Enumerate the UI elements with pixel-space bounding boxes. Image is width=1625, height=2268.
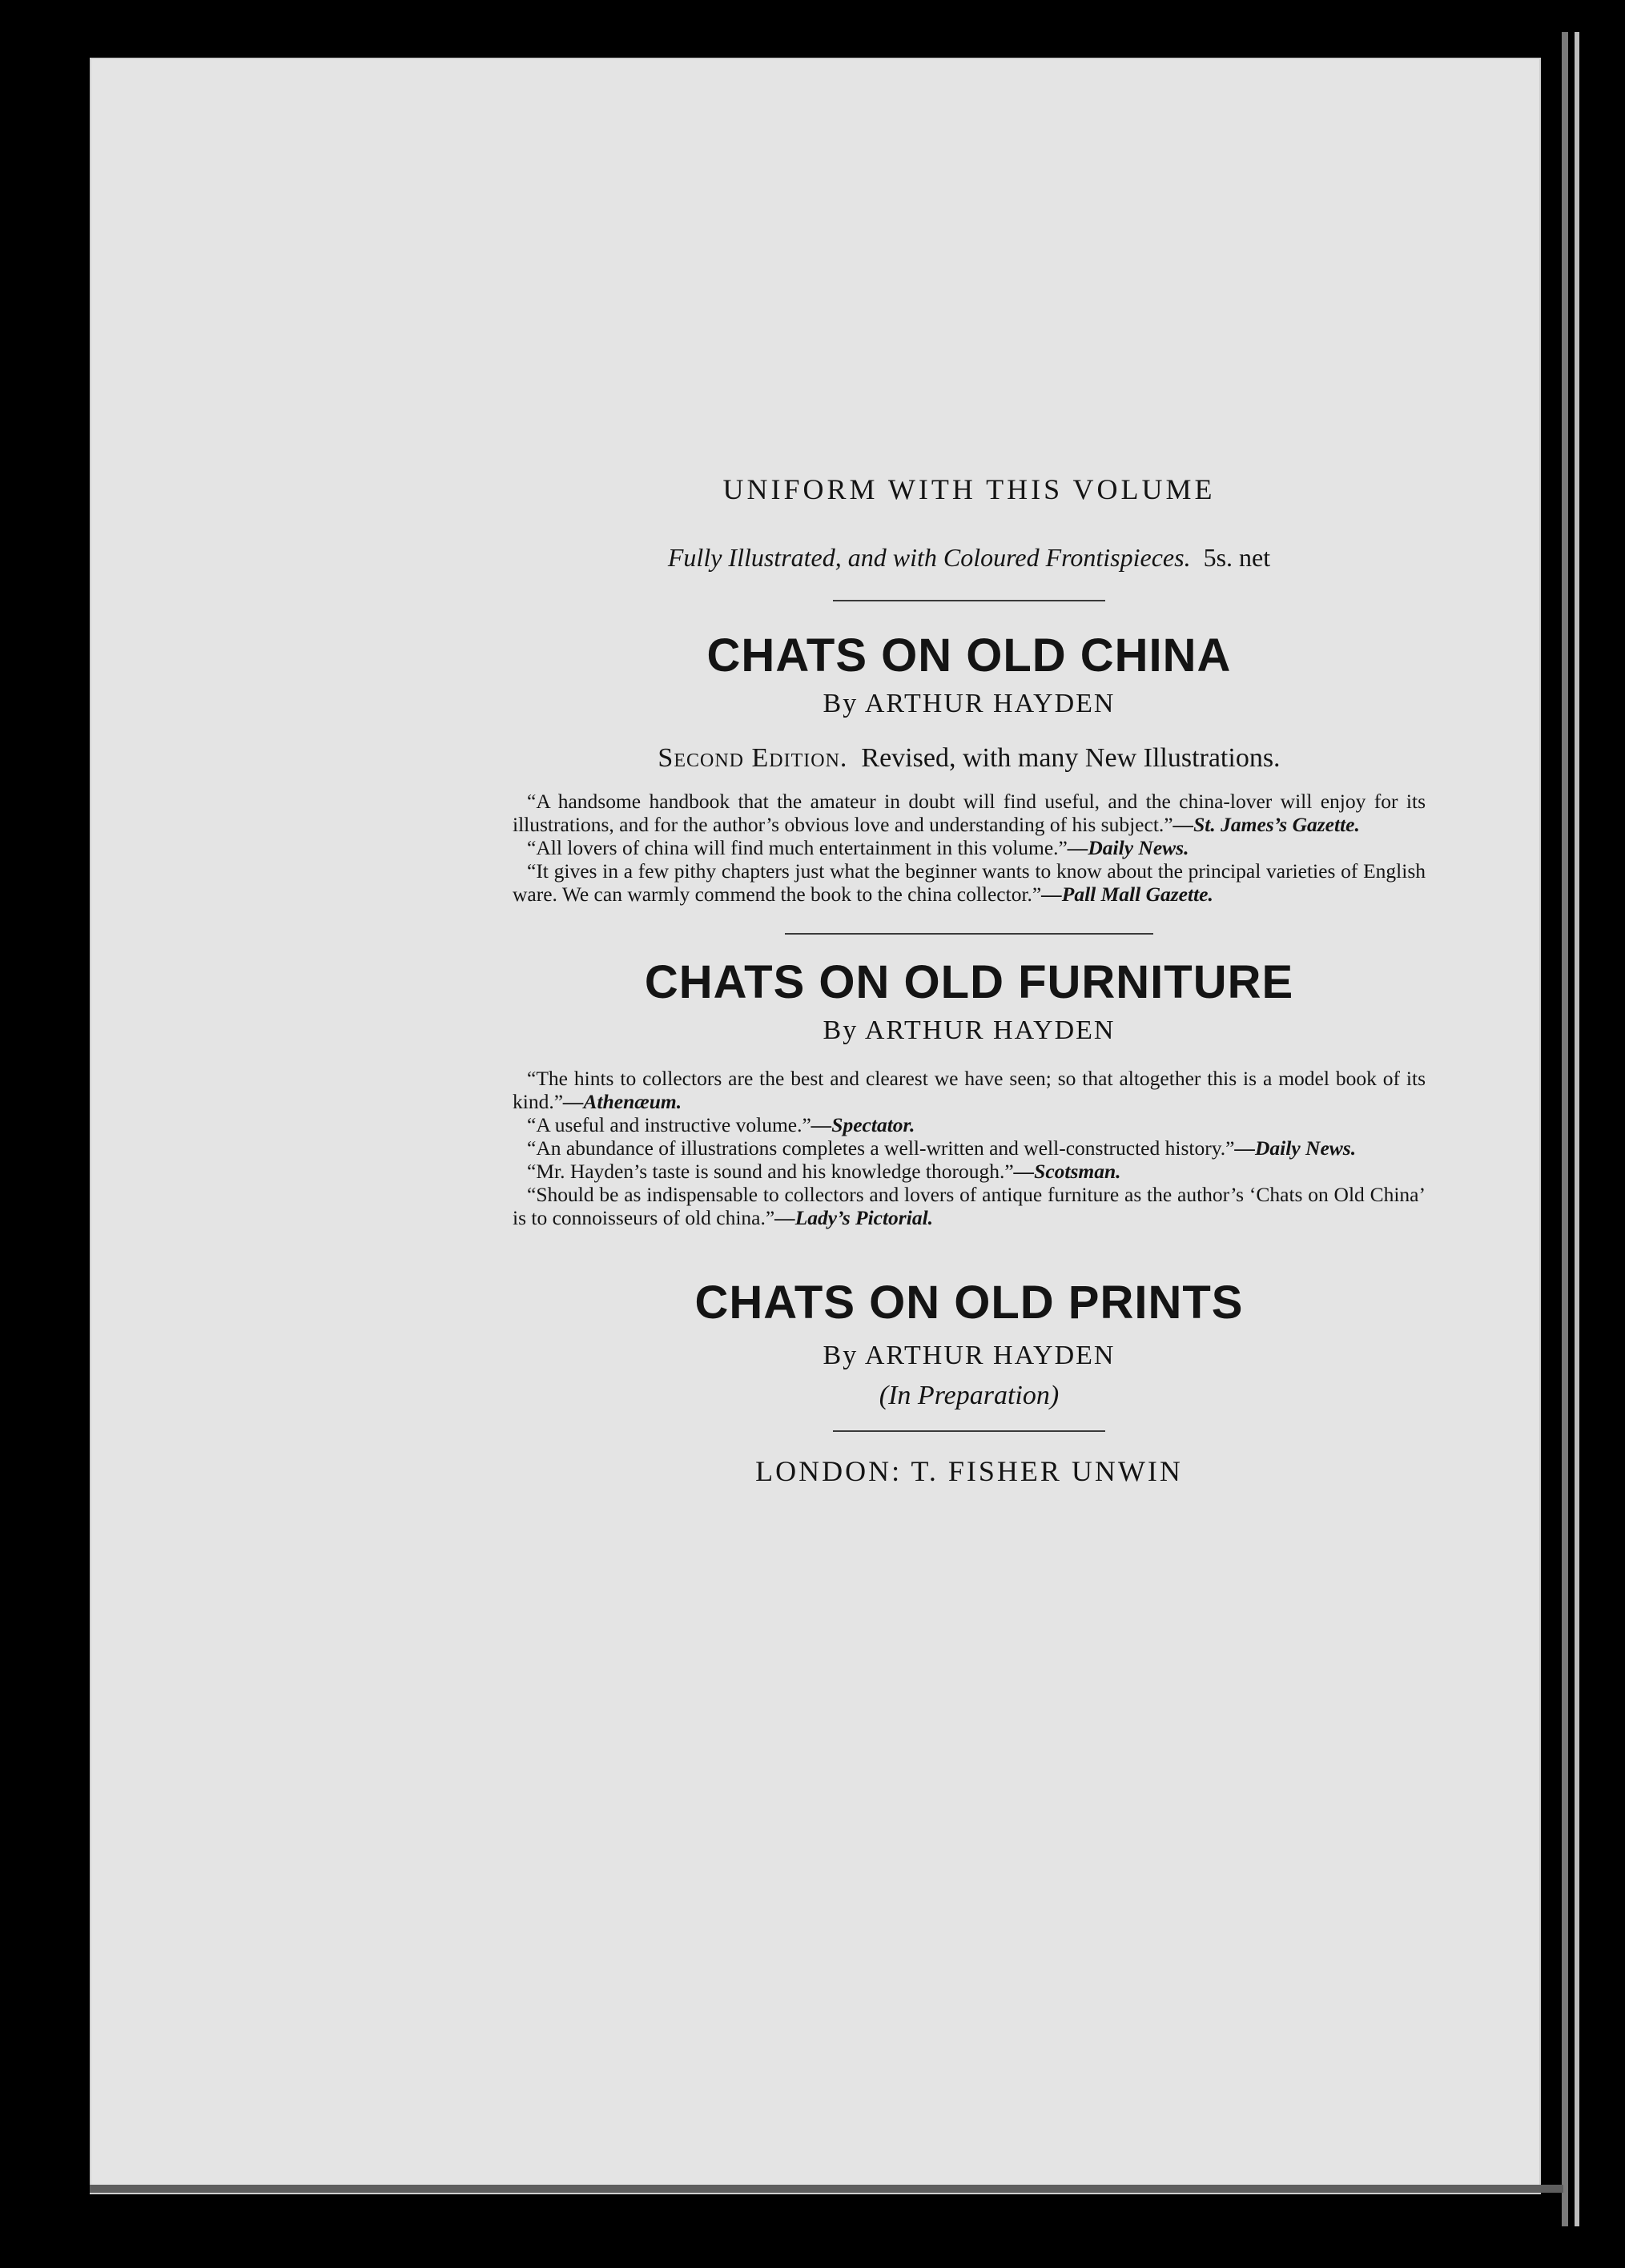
review xyxy=(513,1067,1426,1113)
book-title: CHATS ON OLD PRINTS xyxy=(694,1277,1244,1329)
divider xyxy=(833,1430,1105,1432)
advertisement-block xyxy=(513,472,1426,1488)
edition-note xyxy=(513,743,1426,774)
review xyxy=(513,1113,1426,1136)
review-list xyxy=(513,1067,1426,1229)
book-author: By ARTHUR HAYDEN xyxy=(823,689,1116,718)
review-source: —Athenæum. xyxy=(563,1090,682,1113)
review-source: —Daily News. xyxy=(1067,836,1189,859)
page-edge xyxy=(1562,32,1568,2226)
price: 5s. net xyxy=(1203,543,1271,572)
review-text: “An abundance of illustrations completes a well-written and well-constructed history.” xyxy=(527,1136,1235,1160)
review-text: “Should be as indispensable to collectors and lovers of antique furniture as the author’s ‘Chats on Old China’ is to connoisseurs of old china.” xyxy=(513,1183,1426,1229)
book-title: CHATS ON OLD FURNITURE xyxy=(644,956,1294,1008)
review-source: —Daily News. xyxy=(1234,1136,1357,1160)
review-text: “All lovers of china will find much entertainment in this volume.” xyxy=(527,836,1068,859)
review-list xyxy=(513,790,1426,906)
review-text: “It gives in a few pithy chapters just what the beginner wants to know about the principal varieties of English ware. We can warmly commend the book to the china collector.” xyxy=(513,859,1426,906)
review-text: “Mr. Hayden’s taste is sound and his knowledge thorough.” xyxy=(527,1160,1014,1183)
preparation-note: (In Preparation) xyxy=(879,1381,1060,1410)
edition-text: Revised, with many New Illustrations. xyxy=(861,743,1281,773)
review-text: “A handsome handbook that the amateur in doubt will find useful, and the china-lover will enjoy for its illustrations, and for the author’s obvious love and understanding of his subject.” xyxy=(513,790,1426,836)
review xyxy=(513,1183,1426,1229)
illustration-note xyxy=(513,543,1426,573)
illustration-text: Fully Illustrated, and with Coloured Frontispieces. xyxy=(667,543,1191,572)
review-source: —St. James’s Gazette. xyxy=(1172,813,1360,836)
review-source: —Spectator. xyxy=(810,1113,915,1136)
review-source: —Lady’s Pictorial. xyxy=(774,1206,934,1229)
publisher-imprint: LONDON: T. FISHER UNWIN xyxy=(755,1455,1183,1487)
review xyxy=(513,790,1426,836)
review-source: —Pall Mall Gazette. xyxy=(1041,883,1213,906)
review-text: “The hints to collectors are the best and clearest we have seen; so that altogether this is a model book of its kind.” xyxy=(513,1067,1426,1113)
review xyxy=(513,1136,1426,1160)
review xyxy=(513,1160,1426,1183)
divider xyxy=(785,933,1153,935)
book-author: By ARTHUR HAYDEN xyxy=(823,1341,1116,1370)
page-edge xyxy=(1575,32,1579,2226)
review-text: “A useful and instructive volume.” xyxy=(527,1113,811,1136)
review-source: —Scotsman. xyxy=(1013,1160,1121,1183)
edition-label: Second Edition. xyxy=(658,743,848,773)
review xyxy=(513,836,1426,859)
review xyxy=(513,859,1426,906)
book-author: By ARTHUR HAYDEN xyxy=(823,1015,1116,1045)
uniform-heading: UNIFORM WITH THIS VOLUME xyxy=(722,473,1216,505)
page-edge xyxy=(90,2185,1563,2193)
divider xyxy=(833,600,1105,601)
book-title: CHATS ON OLD CHINA xyxy=(706,629,1232,682)
